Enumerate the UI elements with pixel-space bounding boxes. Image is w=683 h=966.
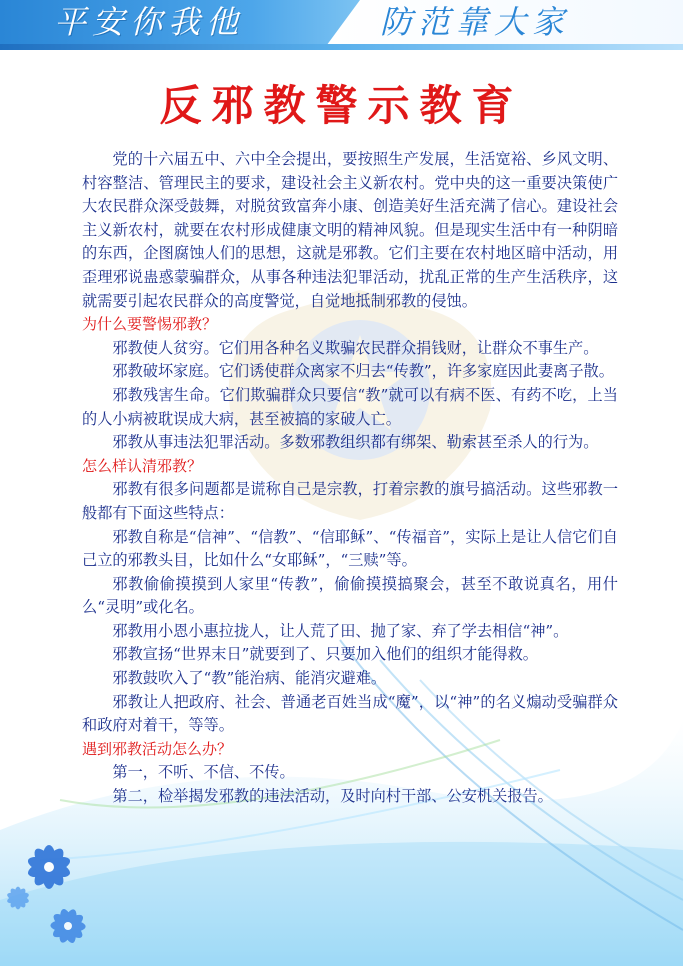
paragraph: 邪教宣扬“世界末日”就要到了、只要加入他们的组织才能得救。 — [112, 645, 538, 664]
paragraph: 邪教破坏家庭。它们诱使群众离家不归去“传教”，许多家庭因此妻离子散。 — [112, 362, 614, 381]
paragraph: 邪教自称是“信神”、“信教”、“信耶稣”、“传福音”，实际上是让人信它们自己立的邪教头目，比如什么“女耶稣”，“三赎”等。 — [82, 527, 618, 570]
paragraph: 邪教让人把政府、社会、普通老百姓当成“魔”，以“神”的名义煽动受骗群众和政府对着干，等等。 — [82, 692, 618, 735]
intro-paragraph: 党的十六届五中、六中全会提出，要按照生产发展，生活宽裕、乡风文明、村容整洁、管理民主的要求，建设社会主义新农村。党中央的这一重要决策使广大农民群众深受鼓舞，对脱贫致富奔小康、创造美好生活充满了信心。建设社会主义新农村，就要在农村形成健康文明的精神风貌。但是现实生活中有一种阴暗的东西，企图腐蚀人们的思想，这就是邪教。它们主要在农村地区暗中活动，用歪理邪说蛊惑蒙骗群众，从事各种违法犯罪活动，扰乱正常的生产生活秩序，这就需要引起农民群众的高度警觉，自觉地抵制邪教的侵蚀。 — [82, 150, 618, 310]
paragraph: 邪教残害生命。它们欺骗群众只要信“教”就可以有病不医、有药不吃，上当的人小病被耽误成大病，甚至被搞的家破人亡。 — [82, 385, 618, 428]
paragraph: 第一，不听、不信、不传。 — [112, 763, 295, 782]
section-heading: 怎么样认清邪教？ — [82, 456, 203, 475]
slogan-left: 平安你我他 — [54, 3, 245, 41]
flower-icon — [0, 880, 36, 916]
header-stripe — [0, 44, 683, 50]
paragraph: 邪教用小恩小惠拉拢人，让人荒了田、抛了家、弃了学去相信“神”。 — [112, 621, 569, 640]
paragraph: 邪教从事违法犯罪活动。多数邪教组织都有绑架、勒索甚至杀人的行为。 — [112, 433, 599, 452]
page-title: 反邪教警示教育 — [159, 81, 524, 130]
paragraph: 邪教使人贫穷。它们用各种名义欺骗农民群众捐钱财，让群众不事生产。 — [112, 338, 599, 357]
flower-icon — [40, 898, 96, 954]
article-body — [82, 148, 618, 809]
slogan-right: 防范靠大家 — [380, 3, 571, 41]
paragraph: 邪教偷偷摸摸到人家里“传教”，偷偷摸摸搞聚会，甚至不敢说真名，用什么“灵明”或化名。 — [82, 574, 618, 617]
section-heading: 遇到邪教活动怎么办？ — [82, 739, 233, 758]
paragraph: 邪教有很多问题都是谎称自己是宗教，打着宗教的旗号搞活动。这些邪教一般都有下面这些特点： — [82, 480, 618, 522]
section-heading: 为什么要警惕邪教？ — [82, 315, 218, 334]
header-banner — [0, 0, 683, 52]
paragraph: 第二，检举揭发邪教的违法活动，及时向村干部、公安机关报告。 — [112, 787, 553, 806]
paragraph: 邪教鼓吹入了“教”能治病、能消灾避难。 — [112, 669, 387, 688]
